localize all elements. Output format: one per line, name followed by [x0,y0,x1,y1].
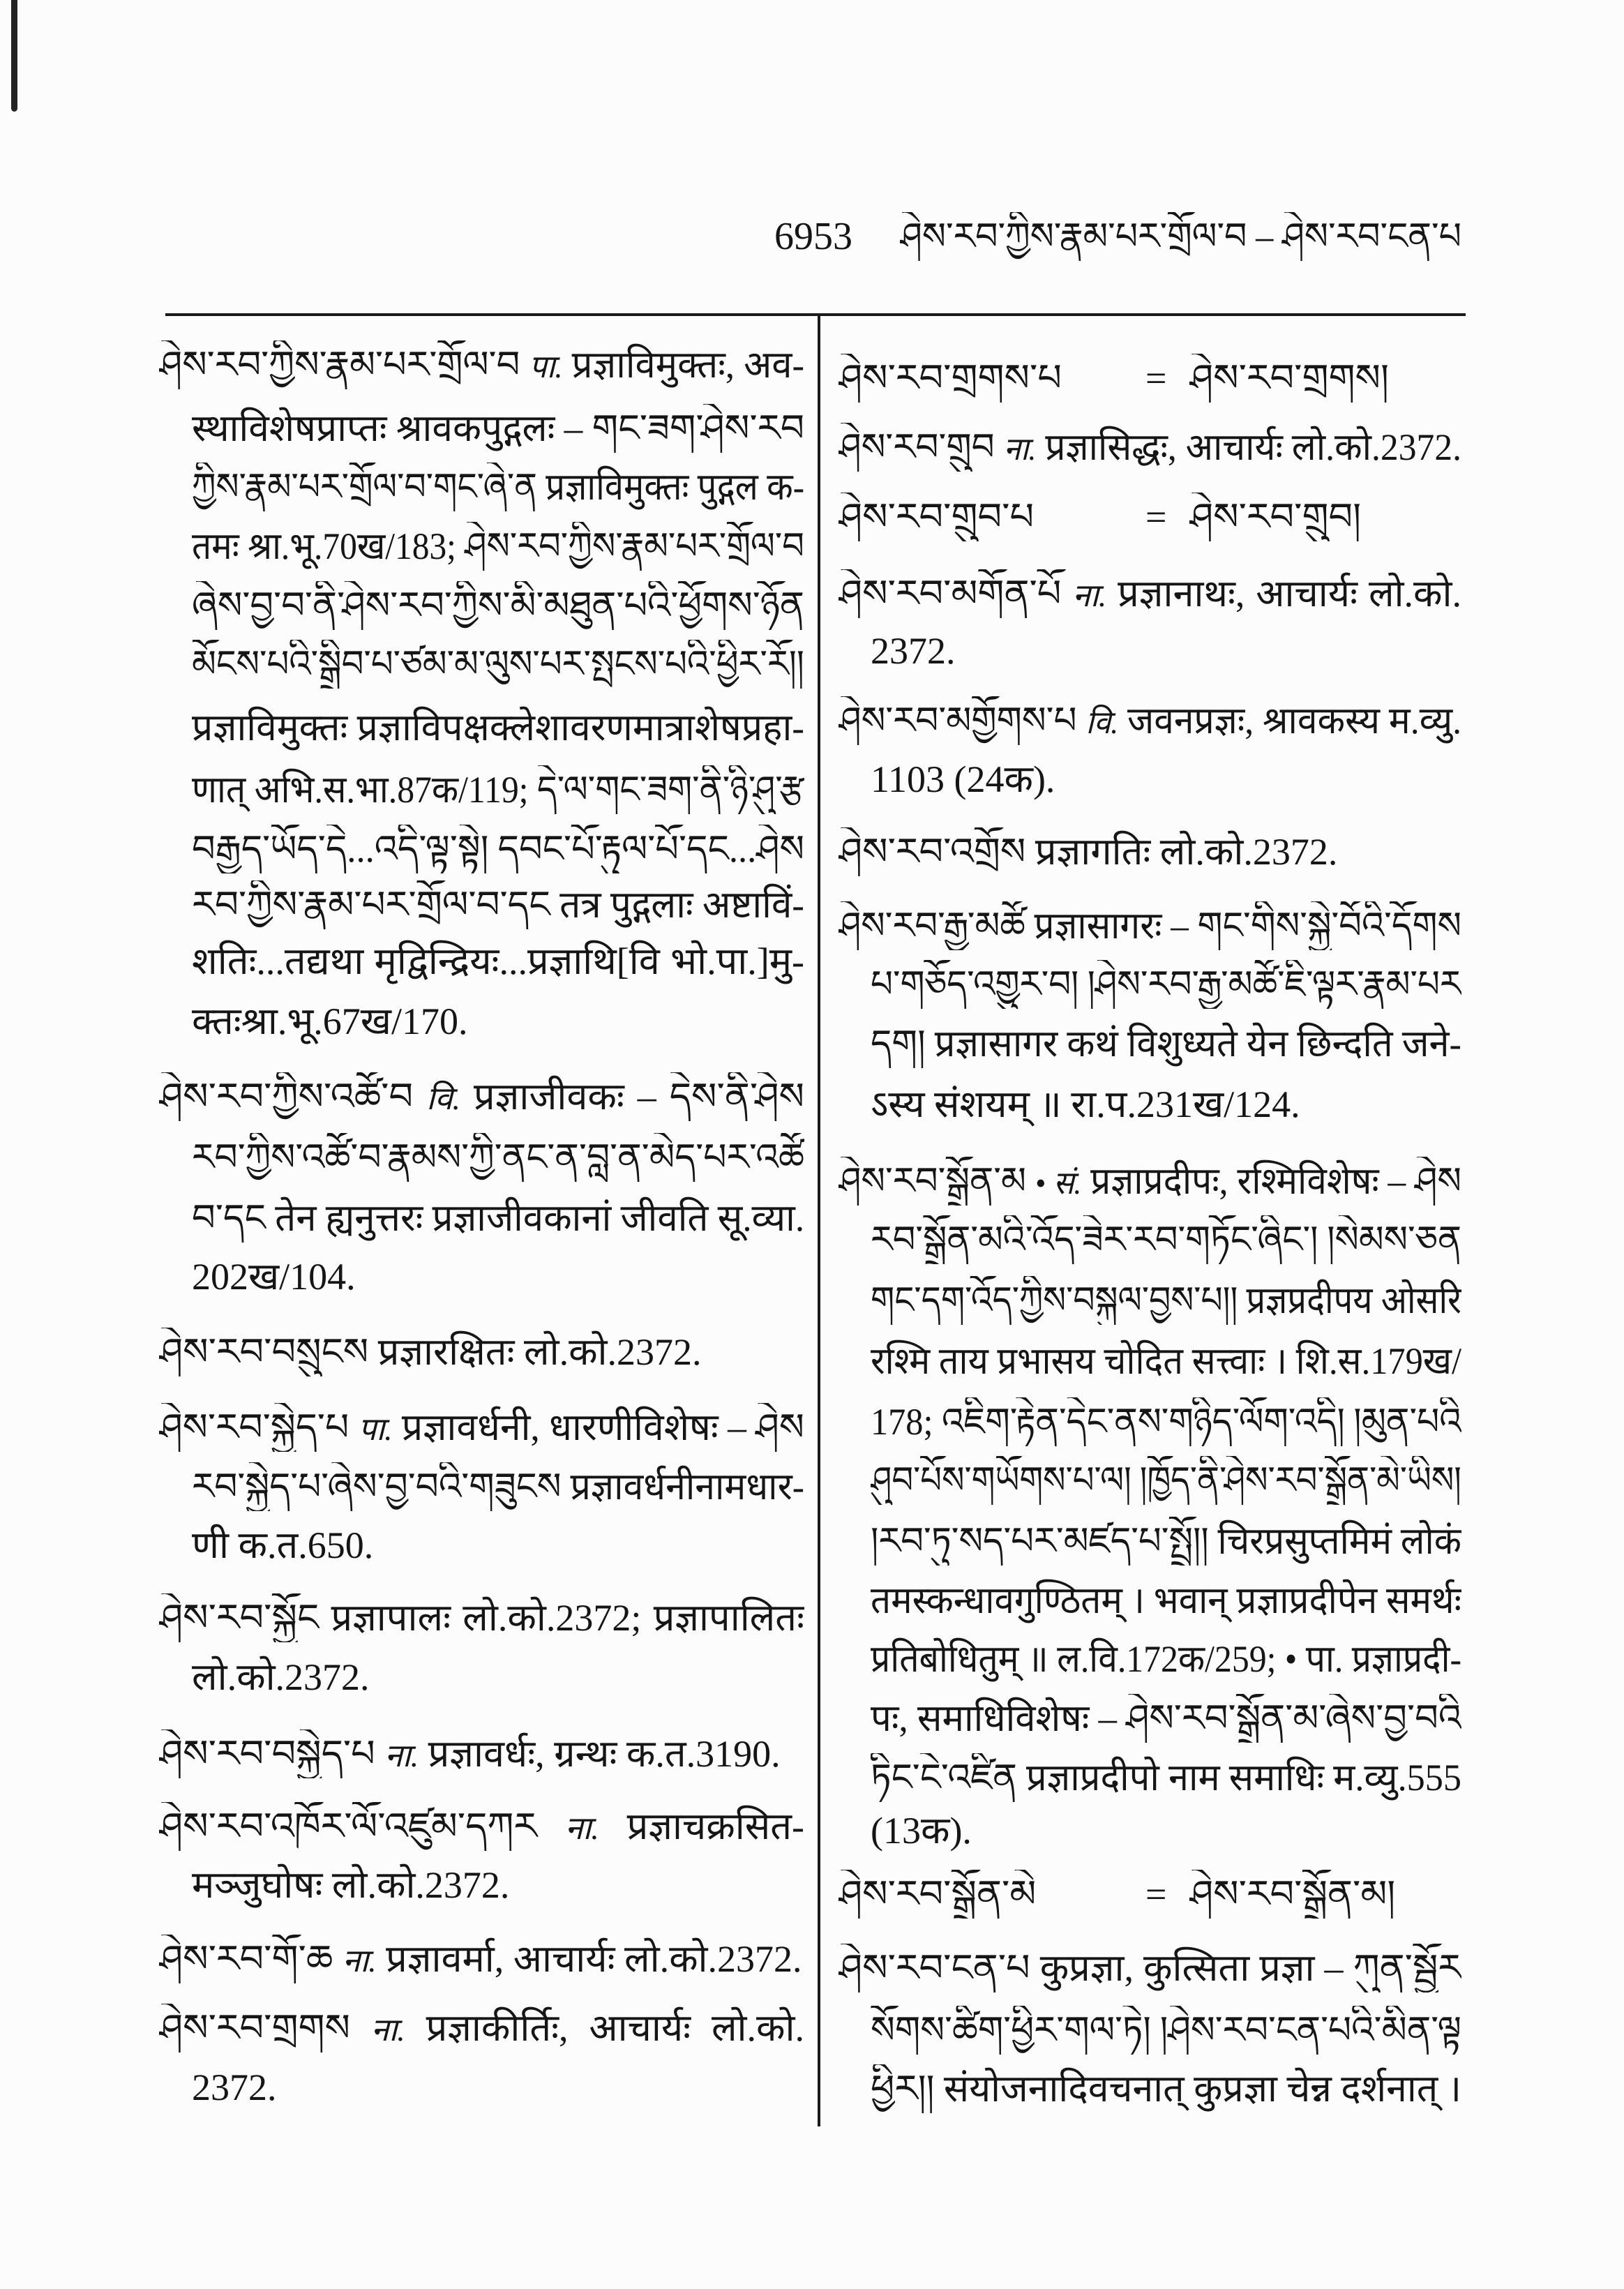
grammar-label: ना. [342,1943,377,1979]
headword: ཤེས་རབ་ཀྱིས་རྣམ་པར་གྲོལ་བ [159,344,520,386]
entry-line: བརྒྱད་ཡོད་དེ...འདི་ལྟ་སྟེ། དབང་པོ་རྟུལ་པོ་དང...ཤེས [192,828,804,870]
entry-first-line [839,901,1461,950]
entry-line: ཞེས་བྱ་བ་ནི་ཤེས་རབ་ཀྱིས་མི་མཐུན་པའི་ཕྱོགས་ཉོན [192,585,804,626]
left-column [159,0,804,2289]
entry-line: བ་དང तेन ह्यनुत्तरः प्रज्ञाजीवकानां जीवति सू.व्या. [192,1197,804,1239]
headword: ཤེས་རབ་ངན་པ [839,1947,1030,1989]
entry-line: 202ख/104. [192,1256,356,1298]
entry-first-line [159,1935,804,1983]
cross-reference: ཤེས་རབ་གྲགས། [1189,357,1389,399]
entry-first-line [159,1729,804,1778]
entry-line: ཤུབ་པོས་གཡོགས་པ་ལ། །ཁྱོད་ནི་ཤེས་རབ་སྒྲོན་མེ་ཡིས། [871,1459,1461,1501]
definition-text: जवनप्रज्ञः, श्रावकस्य म.व्यु. [1127,700,1461,742]
entry-line: སོགས་ཚིག་ཕྱིར་གལ་ཏེ། །ཤེས་རབ་ངན་པའི་མིན་ལྟ [871,2009,1461,2051]
definition-text: प्रज्ञागतिः लो.को.2372. [1035,831,1338,873]
headword: ཤེས་རབ་རྒྱ་མཚོ [839,905,1025,947]
cross-reference: ཤེས་རབ་སྒྲོན་མ། [1189,1873,1396,1915]
column-divider [818,315,820,2126]
entry-line: क्तःश्रा.भू.67ख/170. [192,1000,468,1042]
grammar-label: ना. [1072,578,1107,613]
grammar-label: ना. [384,1738,419,1773]
entry-line: पः, समाधिविशेषः – ཤེས་རབ་སྒྲོན་མ་ཞེས་བྱ་བའི [871,1697,1461,1739]
headword: ཤེས་རབ་བསྐྱེད་པ [159,1733,375,1775]
entry-first-line [839,1157,1461,1206]
entry-first-line [159,1802,804,1851]
entry-line: तमः श्रा.भू.70ख/183; ཤེས་རབ་ཀྱིས་རྣམ་པར་གྲོལ་བ [192,525,804,567]
definition-text: प्रज्ञाविमुक्तः, अव- [571,344,804,386]
headword: ཤེས་རབ་བསྲུངས [159,1331,369,1373]
headword: ཤེས་རབ་འགྲོས [839,831,1026,873]
entry-line: तमस्कन्धावगुण्ठितम् । भवान् प्रज्ञाप्रदीपेन समर्थः [871,1579,1461,1621]
entry-first-line [159,1328,804,1376]
cross-reference-line [839,493,1461,541]
equals-sign: = [1145,1873,1167,1915]
entry-line: प्रज्ञाविमुक्तः प्रज्ञाविपक्षक्लेशावरणमात्राशेषप्रहा- [192,707,804,749]
entry-line: णात् अभि.स.भा.87क/119; དེ་ལ་གང་ཟག་ནི་ཉི་ཤུ་རྩ [192,769,804,811]
grammar-label: वि. [426,1081,460,1116]
entry-first-line [159,1593,804,1642]
entry-line: དག། प्रज्ञासागर कथं विशुध्यते येन छिन्दति जने- [871,1023,1461,1065]
headword: ཤེས་རབ་སྒྲོན་མ [839,1160,1026,1202]
headword: ཤེས་རབ་སྒྲོན་མེ [839,1873,1037,1915]
entry-line: लो.को.2372. [192,1656,370,1698]
entry-first-line [159,340,804,389]
definition-text: प्रज्ञाचक्रसित- [626,1806,804,1847]
equals-sign: = [1145,496,1167,538]
definition-text: प्रज्ञावर्धनी, धारणीविशेषः – ཤེས [401,1406,804,1448]
running-head: ཤེས་རབ་ཀྱིས་རྣམ་པར་གྲོལ་བ – ཤེས་རབ་ངན་པ [900,216,1461,257]
headword: ཤེས་རབ་མགོན་པོ [839,573,1062,615]
entry-line: ཏིང་ངེ་འཛིན प्रज्ञाप्रदीपो नाम समाधिः म.व्यु.555 [871,1757,1461,1799]
entry-line: प्रतिबोधितुम् ॥ ल.वि.172क/259; • पा. प्रज्ञाप्रदी- [871,1638,1461,1680]
definition-text: प्रज्ञासागरः – གང་གིས་སྐྱེ་བོའི་དོགས [1034,905,1461,947]
right-column [839,0,1461,2289]
headword: ཤེས་རབ་མགྱོགས་པ [839,700,1077,742]
entry-line: 1103 (24क). [871,758,1055,800]
definition-text: प्रज्ञाजीवकः – དེས་ནི་ཤེས [474,1076,804,1118]
headword: ཤེས་རབ་གྲུབ་པ [839,496,1035,538]
entry-line: རབ་ཀྱིས་རྣམ་པར་གྲོལ་བ་དང तत्र पुद्गलाः अष्टाविं- [192,884,804,926]
entry-first-line [839,827,1461,876]
entry-line: 2372. [871,630,956,672]
headword: ཤེས་རབ་གྲགས་པ [839,357,1062,399]
definition-text: प्रज्ञारक्षितः लो.को.2372. [377,1331,702,1373]
grammar-label: • सं. [1035,1165,1082,1201]
grammar-label: पा. [358,1411,393,1447]
entry-line: ཀྱིས་རྣམ་པར་གྲོལ་བ་གང་ཞེ་ན प्रज्ञाविमुक्तः पुद्गल क- [192,466,804,508]
headword: ཤེས་རབ་འཁོར་ལོ་འཛུམ་དཀར [159,1806,538,1847]
grammar-label: ना. [1003,431,1037,467]
definition-text: प्रज्ञासिद्धः, आचार्यः लो.को.2372. [1045,426,1461,468]
equals-sign: = [1145,357,1167,399]
entry-first-line [839,423,1461,472]
grammar-label: वि. [1085,705,1119,740]
headword: ཤེས་རབ་གྲུབ [839,426,995,468]
definition-text: प्रज्ञाप्रदीपः, रश्मिविशेषः – ཤེས [1090,1160,1461,1202]
grammar-label: ना. [564,1810,599,1846]
entry-line: །རབ་ཏུ་སད་པར་མཛད་པ་སྤྲོ།། चिरप्रसुप्तमिमं लोकं [871,1520,1461,1562]
entry-line: 178; འཇིག་རྟེན་དེང་ནས་གཉིད་ལོག་འདི། །མུན་པའི [871,1401,1461,1443]
cross-reference: ཤེས་རབ་གྲུབ། [1189,496,1362,538]
definition-text: प्रज्ञावर्मा, आचार्यः लो.को.2372. [386,1938,802,1980]
cross-reference-line [839,1870,1461,1919]
entry-line: རབ་ཀྱིས་འཚོ་བ་རྣམས་ཀྱི་ནང་ན་བླ་ན་མེད་པར་འཚོ [192,1136,804,1178]
definition-text: प्रज्ञानाथः, आचार्यः लो.को. [1118,573,1461,615]
headword: ཤེས་རབ་ཀྱིས་འཚོ་བ [159,1076,414,1118]
entry-first-line [159,1072,804,1121]
definition-text: प्रज्ञाकीर्तिः, आचार्यः लो.को. [426,2007,804,2049]
entry-first-line [159,1403,804,1452]
headword: ཤེས་རབ་སྐྱོང [159,1597,319,1639]
entry-line: (13क). [871,1810,972,1852]
definition-text: प्रज्ञापालः लो.को.2372; प्रज्ञापालितः [331,1597,804,1639]
entry-first-line [159,2004,804,2052]
headword: ཤེས་རབ་སྐྱེད་པ [159,1406,349,1448]
scan-artifact-mark [11,0,17,112]
entry-first-line [839,569,1461,618]
entry-line: ऽस्य संशयम् ॥ रा.प.231ख/124. [871,1083,1300,1125]
cross-reference-line [839,354,1461,403]
entry-first-line [839,1944,1461,1992]
headword: ཤེས་རབ་གྲགས [159,2007,350,2049]
entry-line: མོངས་པའི་སྒྲིབ་པ་ཙམ་མ་ལུས་པར་སྤངས་པའི་ཕྱིར་རོ།། [192,643,804,685]
entry-line: णी क.त.650. [192,1524,374,1566]
entry-line: मञ्जुघोषः लो.को.2372. [192,1864,510,1906]
entry-line: གང་དག་འོད་ཀྱིས་བསྐུལ་བྱས་པ།། प्रज्ञप्रदीपय ओसरि [871,1279,1461,1321]
entry-line: रश्मि ताय प्रभासय चोदित सत्त्वाः । शि.स.179ख/ [871,1340,1461,1382]
entry-line: རབ་སྒྲོན་མའི་འོད་ཟེར་རབ་གཏོང་ཞིང་། །སེམས་ཅན [871,1219,1461,1261]
entry-line: པ་གཅོད་འགྱུར་བ། །ཤེས་རབ་རྒྱ་མཚོ་ཇི་ལྟར་རྣམ་པར [871,963,1461,1005]
entry-first-line [839,696,1461,745]
headword: ཤེས་རབ་གོ་ཆ [159,1938,333,1980]
definition-text: प्रज्ञावर्धः, ग्रन्थः क.त.3190. [428,1733,781,1775]
entry-line: ཕྱིར།། संयोजनादिवचनात् कुप्रज्ञा चेन्न दर्शनात् । [871,2068,1461,2110]
entry-line: རབ་སྐྱེད་པ་ཞེས་བྱ་བའི་གཟུངས प्रज्ञावर्धनीनामधार- [192,1466,804,1508]
entry-line: 2372. [192,2066,277,2108]
page-number: 6953 [774,215,852,258]
entry-line: शतिः...तद्यथा मृद्विन्द्रियः...प्रज्ञाथि[वि भो.पा.]मु- [192,940,804,982]
grammar-label: पा. [529,349,563,384]
grammar-label: ना. [370,2012,405,2048]
definition-text: कुप्रज्ञा, कुत्सिता प्रज्ञा – ཀུན་སྦྱོར [1039,1947,1461,1989]
entry-line: स्थाविशेषप्राप्तः श्रावकपुद्गलः – གང་ཟག་ཤེས་རབ [192,407,804,449]
